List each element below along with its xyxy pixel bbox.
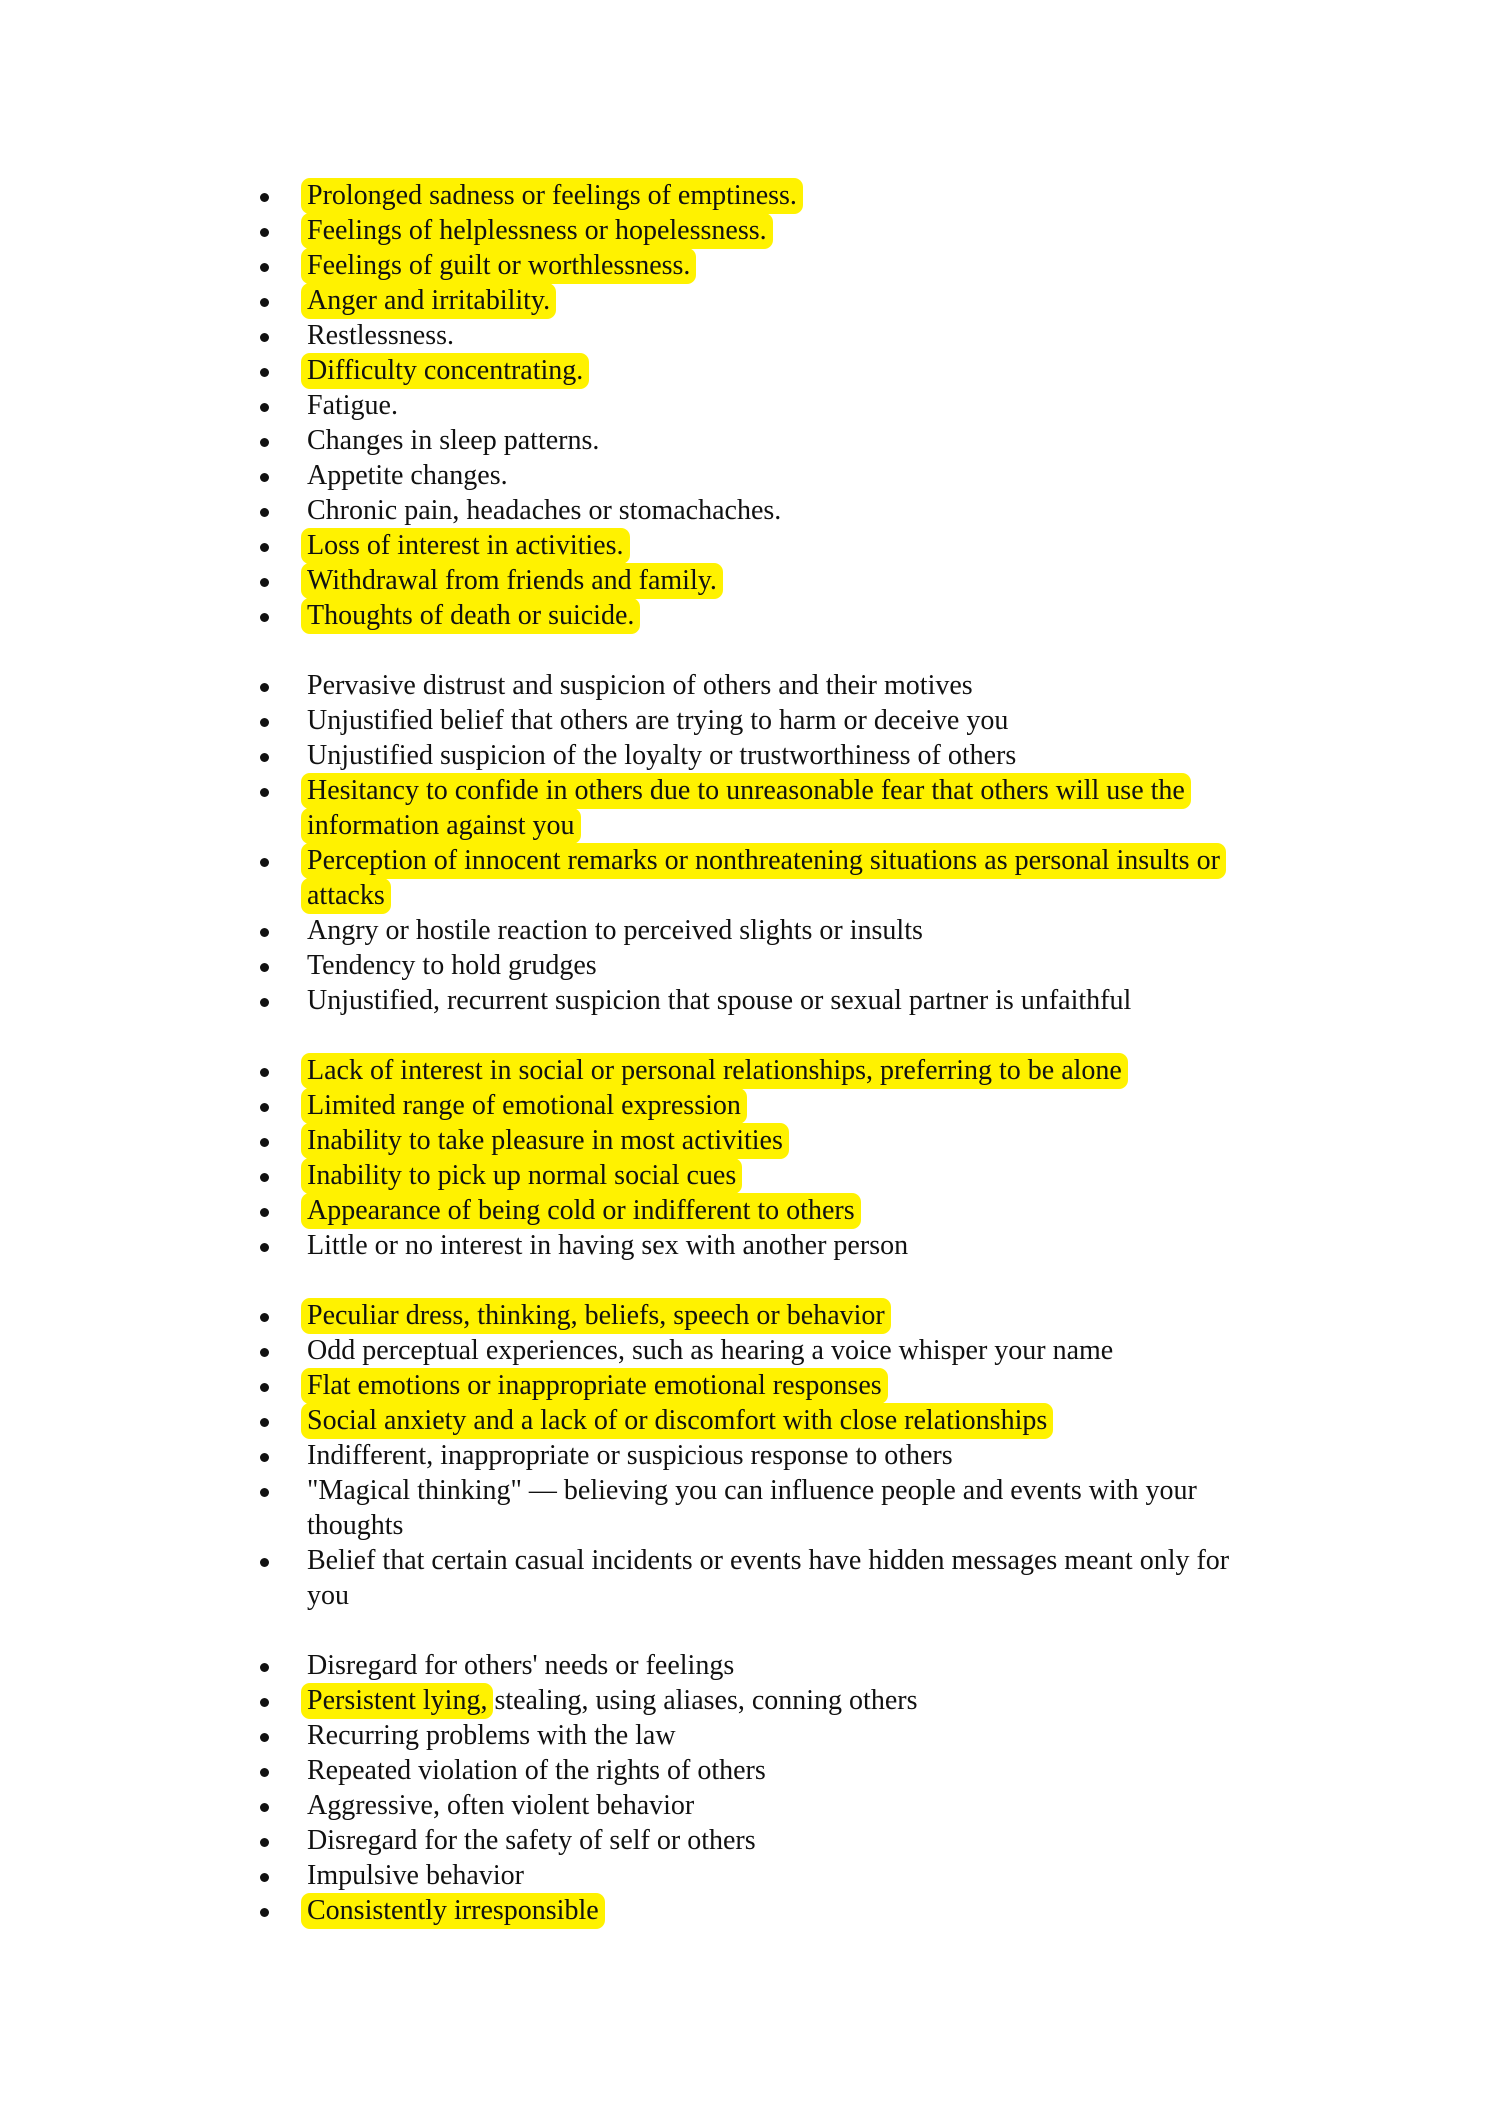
bullet-icon (260, 1788, 270, 1823)
list-item (250, 1858, 1277, 1893)
bullet-icon (260, 423, 270, 458)
list-item (250, 1123, 1277, 1158)
highlighted-text: Persistent lying, (301, 1683, 493, 1719)
bullet-list-group-5 (250, 1648, 1300, 1928)
highlighted-text: Perception of innocent remarks or nonthreatening situations as personal insults or attacks (301, 843, 1226, 914)
bullet-icon (260, 773, 270, 808)
item-text: "Magical thinking" — believing you can influence people and events with your thoughts (307, 1475, 1197, 1541)
item-text: Impulsive behavior (307, 1860, 524, 1891)
item-text: Indifferent, inappropriate or suspicious response to others (307, 1440, 953, 1471)
bullet-icon (260, 948, 270, 983)
highlighted-text: Anger and irritability. (301, 283, 556, 319)
list-item (250, 703, 1277, 738)
bullet-icon (260, 1228, 270, 1263)
item-text: Unjustified suspicion of the loyalty or trustworthiness of others (307, 740, 1017, 771)
list-item (250, 283, 1277, 318)
list-item (250, 1053, 1277, 1088)
item-text: stealing, using aliases, conning others (487, 1685, 918, 1716)
list-item (250, 1823, 1277, 1858)
item-text: Aggressive, often violent behavior (307, 1790, 695, 1821)
bullet-icon (260, 1123, 270, 1158)
list-item (250, 1753, 1277, 1788)
list-item (250, 1088, 1277, 1123)
list-item (250, 1648, 1277, 1683)
bullet-icon (260, 1823, 270, 1858)
list-item (250, 1333, 1277, 1368)
bullet-icon (260, 598, 270, 633)
bullet-icon (260, 458, 270, 493)
bullet-list-group-2 (250, 668, 1300, 1018)
highlighted-text: Withdrawal from friends and family. (301, 563, 723, 599)
list-item (250, 388, 1277, 423)
list-item (250, 1193, 1277, 1228)
highlighted-text: Limited range of emotional expression (301, 1088, 747, 1124)
item-text: Angry or hostile reaction to perceived slights or insults (307, 915, 923, 946)
bullet-icon (260, 703, 270, 738)
bullet-icon (260, 563, 270, 598)
item-text: Chronic pain, headaches or stomachaches. (307, 495, 782, 526)
highlighted-text: Lack of interest in social or personal relationships, preferring to be alone (301, 1053, 1128, 1089)
highlighted-text: Feelings of helplessness or hopelessness. (301, 213, 773, 249)
bullet-icon (260, 913, 270, 948)
list-item (250, 1438, 1277, 1473)
bullet-icon (260, 1088, 270, 1123)
bullet-icon (260, 178, 270, 213)
highlighted-text: Social anxiety and a lack of or discomfort with close relationships (301, 1403, 1053, 1439)
list-item (250, 948, 1277, 983)
bullet-icon (260, 1718, 270, 1753)
item-text: Restlessness. (307, 320, 454, 351)
item-text: Disregard for others' needs or feelings (307, 1650, 735, 1681)
item-text: Odd perceptual experiences, such as hearing a voice whisper your name (307, 1335, 1114, 1366)
bullet-icon (260, 1893, 270, 1928)
bullet-icon (260, 738, 270, 773)
bullet-icon (260, 388, 270, 423)
list-item (250, 738, 1277, 773)
item-text: Fatigue. (307, 390, 398, 421)
bullet-icon (260, 528, 270, 563)
highlighted-text: Inability to take pleasure in most activities (301, 1123, 789, 1159)
item-text: Unjustified, recurrent suspicion that spouse or sexual partner is unfaithful (307, 985, 1132, 1016)
list-item (250, 1298, 1277, 1333)
list-item (250, 493, 1277, 528)
bullet-icon (260, 843, 270, 878)
bullet-icon (260, 1053, 270, 1088)
bullet-icon (260, 1438, 270, 1473)
bullet-icon (260, 318, 270, 353)
bullet-icon (260, 1648, 270, 1683)
list-item (250, 843, 1277, 913)
highlighted-text: Consistently irresponsible (301, 1893, 605, 1929)
bullet-icon (260, 353, 270, 388)
list-item (250, 178, 1277, 213)
bullet-list-group-1 (250, 178, 1300, 633)
list-item (250, 248, 1277, 283)
list-item (250, 1683, 1277, 1718)
bullet-icon (260, 1753, 270, 1788)
list-item (250, 1893, 1277, 1928)
list-item (250, 563, 1277, 598)
list-item (250, 1788, 1277, 1823)
bullet-icon (260, 1193, 270, 1228)
list-item (250, 598, 1277, 633)
highlighted-text: Hesitancy to confide in others due to unreasonable fear that others will use the information against you (301, 773, 1191, 844)
highlighted-text: Peculiar dress, thinking, beliefs, speech or behavior (301, 1298, 891, 1334)
bullet-icon (260, 1333, 270, 1368)
item-text: Little or no interest in having sex with another person (307, 1230, 909, 1261)
highlighted-text: Prolonged sadness or feelings of emptiness. (301, 178, 803, 214)
list-item (250, 213, 1277, 248)
bullet-icon (260, 1473, 270, 1508)
bullet-icon (260, 1683, 270, 1718)
list-item (250, 458, 1277, 493)
bullet-icon (260, 493, 270, 528)
list-item (250, 353, 1277, 388)
list-item (250, 423, 1277, 458)
item-text: Unjustified belief that others are trying to harm or deceive you (307, 705, 1009, 736)
bullet-icon (260, 1543, 270, 1578)
list-item (250, 983, 1277, 1018)
item-text: Belief that certain casual incidents or events have hidden messages meant only for you (307, 1545, 1230, 1611)
bullet-icon (260, 283, 270, 318)
item-text: Changes in sleep patterns. (307, 425, 600, 456)
item-text: Appetite changes. (307, 460, 508, 491)
list-item (250, 913, 1277, 948)
item-text: Pervasive distrust and suspicion of others and their motives (307, 670, 973, 701)
list-item (250, 1543, 1277, 1613)
list-item (250, 1718, 1277, 1753)
list-item (250, 528, 1277, 563)
symptom-lists (250, 178, 1300, 1963)
list-item (250, 1473, 1277, 1543)
list-item (250, 773, 1277, 843)
bullet-icon (260, 983, 270, 1018)
bullet-icon (260, 1368, 270, 1403)
highlighted-text: Inability to pick up normal social cues (301, 1158, 742, 1194)
item-text: Tendency to hold grudges (307, 950, 597, 981)
list-item (250, 668, 1277, 703)
highlighted-text: Flat emotions or inappropriate emotional responses (301, 1368, 888, 1404)
bullet-icon (260, 1403, 270, 1438)
highlighted-text: Feelings of guilt or worthlessness. (301, 248, 696, 284)
bullet-icon (260, 1158, 270, 1193)
bullet-list-group-4 (250, 1298, 1300, 1613)
highlighted-text: Loss of interest in activities. (301, 528, 630, 564)
bullet-icon (260, 1298, 270, 1333)
bullet-list-group-3 (250, 1053, 1300, 1263)
list-item (250, 1158, 1277, 1193)
item-text: Recurring problems with the law (307, 1720, 676, 1751)
bullet-icon (260, 668, 270, 703)
highlighted-text: Thoughts of death or suicide. (301, 598, 640, 634)
highlighted-text: Appearance of being cold or indifferent to others (301, 1193, 861, 1229)
list-item (250, 1368, 1277, 1403)
list-item (250, 318, 1277, 353)
bullet-icon (260, 213, 270, 248)
item-text: Repeated violation of the rights of others (307, 1755, 766, 1786)
highlighted-text: Difficulty concentrating. (301, 353, 589, 389)
list-item (250, 1403, 1277, 1438)
bullet-icon (260, 1858, 270, 1893)
list-item (250, 1228, 1277, 1263)
item-text: Disregard for the safety of self or others (307, 1825, 756, 1856)
bullet-icon (260, 248, 270, 283)
